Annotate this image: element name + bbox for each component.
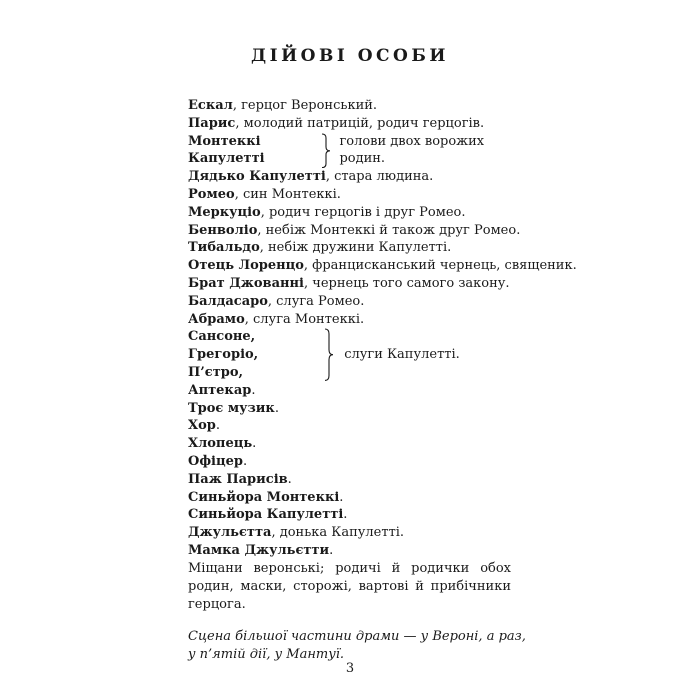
character-name: Джульєтта [188, 525, 272, 541]
character-description: . [215, 418, 220, 434]
character-name: Паж Парисів [188, 471, 288, 487]
character-description: , донька Капулетті. [271, 525, 405, 541]
character-description: . [251, 382, 256, 398]
character-name: Офіцер [188, 453, 243, 469]
cast-entry [188, 400, 518, 418]
character-description: , родич герцогів і друг Ромео. [260, 204, 466, 220]
character-name: Отець Лоренцо [188, 258, 304, 274]
extras-text: Міщани веронські; родичі й родички обох родин, маски, сторожі, вартові й прибічники герцога. [188, 560, 511, 612]
character-name: Брат Джованні [188, 275, 304, 291]
character-description: . [329, 542, 334, 558]
cast-entry [188, 489, 518, 507]
cast-entry [188, 204, 518, 222]
page-title: ДІЙОВІ ОСОБИ [251, 46, 449, 66]
character-description: . [343, 507, 348, 523]
character-name: Бенволіо [188, 222, 258, 238]
cast-entry [188, 222, 521, 240]
cast-entry [188, 239, 518, 257]
character-name: П’єтро, [188, 364, 244, 380]
cast-entry [188, 293, 518, 311]
character-description: . [287, 471, 292, 487]
cast-entry [188, 382, 518, 400]
character-name: Хор [188, 418, 216, 434]
character-name: Ескал [188, 98, 233, 113]
character-description: . [339, 489, 344, 505]
cast-entry [188, 186, 518, 204]
cast-entry [188, 435, 518, 453]
character-name: Парис [188, 115, 236, 131]
cast-entry [188, 97, 518, 115]
cast-group-desc: голови двох ворожих родин. [339, 133, 485, 167]
scene-note: Сцена більшої частини драми — у Вероні, а раз, у п’ятій дії, у Мантуї. [188, 628, 526, 662]
character-name: Синьйора Монтеккі [188, 489, 340, 505]
cast-entry [188, 257, 577, 275]
cast-entry [188, 471, 518, 489]
cast-list [188, 97, 577, 664]
character-name: Ромео [188, 186, 235, 202]
cast-entry [188, 417, 518, 435]
cast-entry [188, 453, 518, 471]
character-name: Мамка Джульєтти [188, 542, 330, 558]
character-description: , слуга Монтеккі. [244, 311, 365, 327]
character-description: . [242, 453, 248, 469]
brace-icon [324, 328, 338, 381]
character-name: Хлопець [188, 436, 253, 452]
cast-entry [188, 275, 518, 293]
character-name: Троє музик [188, 400, 275, 416]
character-description: , францисканський чернець, священик. [303, 258, 577, 274]
cast-entry [188, 506, 518, 524]
character-description: , молодий патрицій, родич герцогів. [235, 115, 485, 131]
cast-group-heads [188, 133, 518, 169]
character-name: Меркуціо [188, 204, 261, 220]
character-name: Синьйора Капулетті [188, 507, 344, 523]
cast-entry [188, 115, 518, 133]
character-name: Монтеккі [188, 133, 261, 149]
character-description: , чернець того самого закону. [303, 275, 510, 291]
cast-group-servants [188, 328, 518, 381]
character-description: . [274, 400, 279, 416]
character-description: , небіж дружини Капулетті. [259, 240, 452, 256]
character-description: , син Монтеккі. [234, 186, 341, 202]
character-description: , небіж Монтеккі й також друг Ромео. [257, 222, 521, 238]
cast-entry [188, 311, 518, 329]
character-description: . [252, 436, 257, 452]
cast-entry [188, 542, 518, 560]
character-name: Балдасаро [188, 293, 268, 309]
character-name: Абрамо [188, 311, 245, 327]
character-name: Капулетті [188, 151, 265, 167]
character-name: Тибальдо [188, 240, 260, 256]
character-description: , слуга Ромео. [267, 293, 365, 309]
character-name: Сансоне, [188, 329, 256, 345]
character-name: Дядько Капулетті [188, 169, 326, 185]
page-number: 3 [345, 661, 355, 676]
character-description: , стара людина. [325, 169, 434, 185]
brace-icon [321, 133, 334, 169]
character-name: Аптекар [188, 382, 252, 398]
cast-entry [188, 168, 518, 186]
cast-entry [188, 524, 518, 542]
character-name: Грегоріо, [188, 347, 259, 363]
character-description: , герцог Веронський. [232, 98, 378, 113]
cast-group-desc: слуги Капулетті. [344, 347, 460, 363]
